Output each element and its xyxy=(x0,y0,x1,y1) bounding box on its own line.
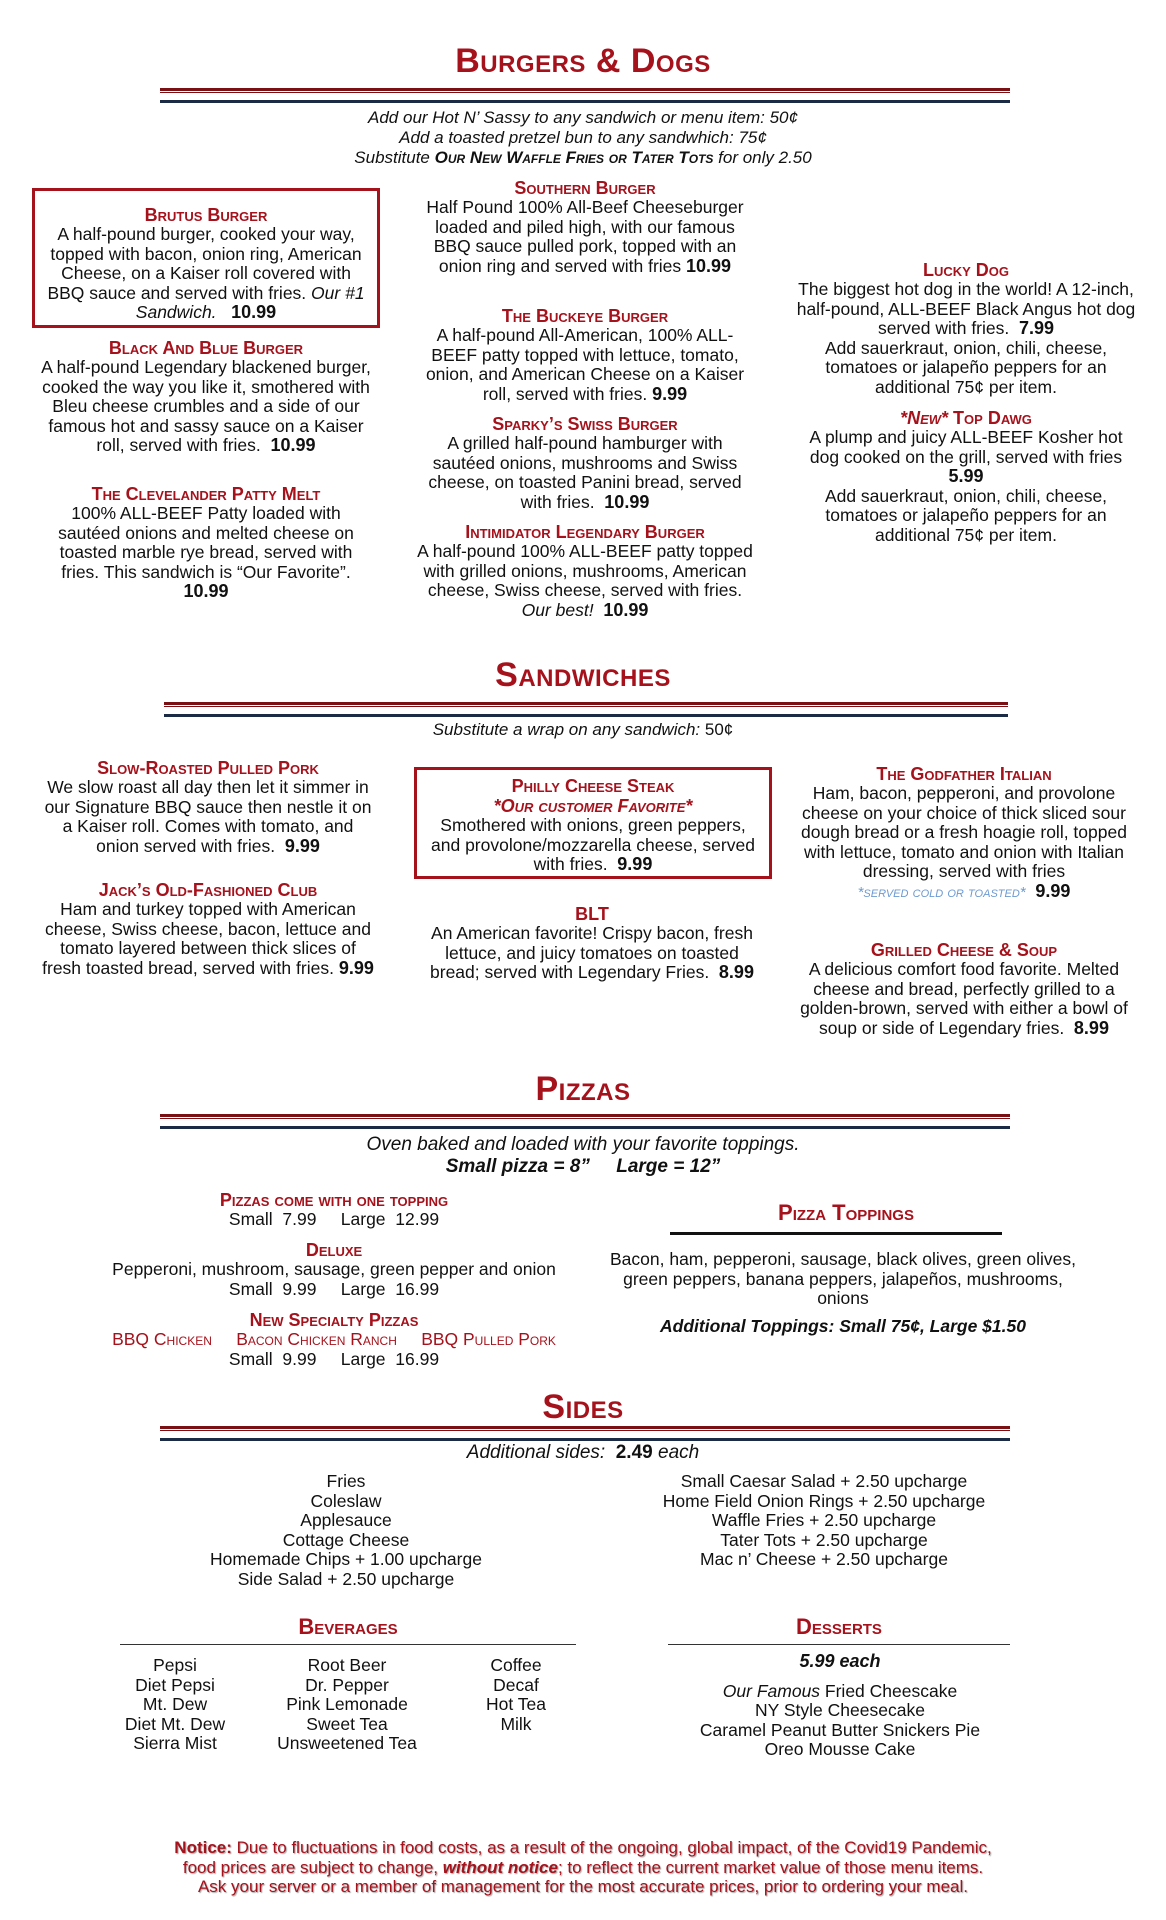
desserts-heading xyxy=(668,1614,1010,1640)
philly-cheese-steak[interactable] xyxy=(414,767,772,879)
philly-name: Philly Cheese Steak xyxy=(511,776,675,796)
southern-burger-desc: Half Pound 100% All-Beef Cheeseburger loaded and piled high, with our famous BBQ sauce pulled pork, topped with an onion ring and served with fries xyxy=(426,197,744,276)
side-item: Applesauce xyxy=(300,1510,392,1530)
black-and-blue-burger[interactable] xyxy=(34,338,378,456)
clevelander-price: 10.99 xyxy=(183,581,229,601)
beverage-item: Mt. Dew xyxy=(142,1694,208,1714)
side-item: Tater Tots + 2.50 upcharge xyxy=(720,1529,928,1550)
philly-desc: Smothered with onions, green peppers, and provolone/mozzarella cheese, served with fries. xyxy=(431,815,755,874)
dessert-item: Our Famous Fried Cheescake xyxy=(722,1680,958,1701)
black-and-blue-name: Black And Blue Burger xyxy=(108,338,304,358)
jacks-club-desc: Ham and turkey topped with American cheese, Swiss cheese, bacon, lettuce and tomato layered between thick slices of fresh toasted bread, served with fries. xyxy=(42,899,371,978)
pizzas-notes xyxy=(0,1134,1166,1178)
side-item: Homemade Chips + 1.00 upcharge xyxy=(210,1549,482,1569)
sides-price: 2.49 xyxy=(615,1442,653,1463)
godfather-tag: *served cold or toasted* xyxy=(857,883,1026,901)
sparkys-swiss-name: Sparky’s Swiss Burger xyxy=(492,414,678,434)
price-notice xyxy=(0,1838,1166,1897)
beverages-col-3 xyxy=(466,1656,566,1734)
pizza-deluxe[interactable] xyxy=(60,1240,608,1299)
brutus-burger[interactable] xyxy=(32,188,380,328)
side-item: Home Field Onion Rings + 2.50 upcharge xyxy=(662,1490,986,1511)
lucky-dog-extra: Add sauerkraut, onion, chili, cheese, tomatoes or jalapeño peppers for an additional 75¢ per item. xyxy=(824,337,1108,397)
brutus-burger-tag: Our #1 Sandwich. xyxy=(135,282,365,322)
specialty-option-bbq-chicken[interactable]: BBQ Chicken xyxy=(112,1329,212,1349)
grilled-cheese-soup[interactable] xyxy=(796,940,1132,1038)
black-and-blue-price: 10.99 xyxy=(270,435,316,455)
burgers-notes xyxy=(0,108,1166,168)
jacks-club[interactable] xyxy=(40,880,376,978)
beverages-title: Beverages xyxy=(298,1614,398,1639)
brutus-burger-name: Brutus Burger xyxy=(144,205,268,225)
top-dawg[interactable] xyxy=(796,408,1136,545)
jacks-club-name: Jack’s Old-Fashioned Club xyxy=(98,880,318,900)
intimidator-desc: A half-pound 100% ALL-BEEF patty topped with grilled onions, mushrooms, American cheese, Swiss cheese, served with fries. xyxy=(417,541,753,600)
southern-burger-name: Southern Burger xyxy=(514,178,656,198)
philly-favorite: *Our customer Favorite* xyxy=(493,796,693,816)
beverage-item: Sierra Mist xyxy=(133,1733,217,1753)
godfather-desc: Ham, bacon, pepperoni, and provolone cheese on your choice of thick sliced sour dough bread or a fresh hoagie roll, topped with lettuce, tomato and onion with Italian dressing, served with fries xyxy=(801,783,1127,881)
dessert-item: Caramel Peanut Butter Snickers Pie xyxy=(699,1719,981,1740)
sparkys-swiss-desc: A grilled half-pound hamburger with sautéed onions, mushrooms and Swiss cheese, on toasted Panini bread, served with fries. xyxy=(428,433,742,512)
godfather-name: The Godfather Italian xyxy=(876,764,1052,784)
blt[interactable] xyxy=(424,904,760,983)
godfather-italian[interactable] xyxy=(796,764,1132,902)
pizza-toppings-text: Bacon, ham, pepperoni, sausage, black olives, green olives, green peppers, banana peppers, jalapeños, mushrooms, onions xyxy=(610,1249,1076,1308)
beverage-item: Diet Mt. Dew xyxy=(124,1713,226,1734)
sparkys-swiss-price: 10.99 xyxy=(604,491,650,512)
beverage-item: Unsweetened Tea xyxy=(277,1733,417,1753)
deluxe-prices: Small 9.99 Large 16.99 xyxy=(228,1278,440,1299)
one-topping-name: Pizzas come with one topping xyxy=(219,1190,449,1210)
pulled-pork-price: 9.99 xyxy=(284,835,320,856)
specialty-prices: Small 9.99 Large 16.99 xyxy=(228,1348,440,1369)
brutus-burger-price: 10.99 xyxy=(231,302,277,322)
specialty-options xyxy=(60,1330,608,1350)
burgers-note-1: Add our Hot N’ Sassy to any sandwich or menu item: 50¢ xyxy=(368,108,798,127)
beverages-rule xyxy=(120,1644,576,1645)
pizzas-rule xyxy=(160,1114,1010,1129)
blt-desc: An American favorite! Crispy bacon, fresh lettuce, and juicy tomatoes on toasted bread; served with Legendary Fries. xyxy=(430,923,753,982)
blt-price: 8.99 xyxy=(718,962,754,982)
pizza-toppings-list xyxy=(610,1250,1076,1336)
pizza-toppings-heading xyxy=(614,1200,1078,1226)
godfather-price: 9.99 xyxy=(1035,880,1071,901)
side-item: Small Caesar Salad + 2.50 upcharge xyxy=(680,1471,968,1491)
top-dawg-extra: Add sauerkraut, onion, chili, cheese, tomatoes or jalapeño peppers for an additional 75¢ per item. xyxy=(824,485,1108,545)
pulled-pork[interactable] xyxy=(40,758,376,856)
grilled-cheese-price: 8.99 xyxy=(1073,1017,1109,1038)
intimidator-tag: Our best! xyxy=(521,599,594,620)
one-topping-prices: Small 7.99 Large 12.99 xyxy=(228,1209,440,1229)
sparkys-swiss-burger[interactable] xyxy=(418,414,752,512)
buckeye-burger[interactable] xyxy=(418,306,752,404)
grilled-cheese-desc: A delicious comfort food favorite. Melted cheese and bread, perfectly grilled to a golden-brown, served with either a bowl of soup or side of Legendary fries. xyxy=(800,959,1128,1038)
lucky-dog-price: 7.99 xyxy=(1018,318,1055,338)
sides-title: Sides xyxy=(542,1388,624,1426)
beverages-col-2 xyxy=(262,1656,432,1754)
top-dawg-name: *New* Top Dawg xyxy=(900,408,1032,428)
brutus-burger-desc: A half-pound burger, cooked your way, topped with bacon, onion ring, American Cheese, on a Kaiser roll covered with BBQ sauce and served with fries. xyxy=(47,224,362,303)
additional-toppings: Additional Toppings: Small 75¢, Large $1.50 xyxy=(660,1315,1026,1336)
beverage-item: Pink Lemonade xyxy=(286,1694,408,1714)
desserts-price: 5.99 each xyxy=(799,1651,881,1671)
sides-right-list xyxy=(624,1472,1024,1570)
beverage-item: Sweet Tea xyxy=(306,1713,388,1734)
burgers-note-3: Substitute Our New Waffle Fries or Tater Tots for only 2.50 xyxy=(354,148,812,167)
grilled-cheese-name: Grilled Cheese & Soup xyxy=(870,940,1058,960)
intimidator-name: Intimidator Legendary Burger xyxy=(465,522,705,542)
pizzas-note-1: Oven baked and loaded with your favorite toppings. xyxy=(366,1134,800,1155)
southern-burger-price: 10.99 xyxy=(686,255,732,276)
desserts-title: Desserts xyxy=(796,1614,882,1639)
top-dawg-desc: A plump and juicy ALL-BEEF Kosher hot dog cooked on the grill, served with fries xyxy=(809,427,1123,467)
side-item: Side Salad + 2.50 upcharge xyxy=(237,1568,455,1589)
beverages-heading xyxy=(120,1614,576,1640)
waffle-fries-note: Our New Waffle Fries or Tater Tots xyxy=(434,148,714,167)
pizza-one-topping[interactable] xyxy=(60,1190,608,1230)
beverage-item: Diet Pepsi xyxy=(135,1674,215,1695)
side-item: Mac n’ Cheese + 2.50 upcharge xyxy=(700,1549,948,1569)
southern-burger[interactable] xyxy=(418,178,752,276)
deluxe-name: Deluxe xyxy=(305,1240,363,1260)
top-dawg-price: 5.99 xyxy=(948,466,984,486)
desserts-rule xyxy=(668,1644,1010,1645)
pizza-toppings-title: Pizza Toppings xyxy=(778,1200,914,1225)
clevelander-name: The Clevelander Patty Melt xyxy=(91,484,321,504)
specialty-name: New Specialty Pizzas xyxy=(249,1310,419,1330)
sides-rule xyxy=(160,1426,1010,1441)
notice-line-3: Ask your server or a member of management for the most accurate prices, prior to ordering your meal. xyxy=(197,1877,969,1896)
blt-name: BLT xyxy=(575,904,609,924)
black-and-blue-desc: A half-pound Legendary blackened burger, cooked the way you like it, smothered with Bleu cheese crumbles and a side of our famous hot and sassy sauce on a Kaiser roll, served with fries. xyxy=(41,357,371,455)
beverage-item: Hot Tea xyxy=(486,1694,546,1714)
deluxe-desc: Pepperoni, mushroom, sausage, green pepper and onion xyxy=(112,1259,556,1279)
pizzas-note-2: Small pizza = 8” Large = 12” xyxy=(445,1156,721,1177)
beverage-item: Pepsi xyxy=(153,1655,197,1675)
sandwiches-rule xyxy=(164,702,1008,717)
sides-note: Additional sides: 2.49 each xyxy=(466,1442,700,1463)
burgers-note-2: Add a toasted pretzel bun to any sandwhich: 75¢ xyxy=(399,128,767,147)
desserts-list xyxy=(640,1652,1040,1760)
dessert-item: Oreo Mousse Cake xyxy=(764,1739,916,1759)
specialty-option-bacon-chicken-ranch[interactable]: Bacon Chicken Ranch xyxy=(236,1329,397,1349)
side-item: Coleslaw xyxy=(310,1490,382,1511)
notice-line-1: Notice: Due to fluctuations in food costs, as a result of the ongoing, global impact, of the Covid19 Pandemic, xyxy=(174,1838,992,1857)
pizza-toppings-rule xyxy=(670,1232,1002,1235)
jacks-club-price: 9.99 xyxy=(338,957,374,978)
sandwiches-title: Sandwiches xyxy=(495,656,671,694)
beverages-col-1 xyxy=(110,1656,240,1754)
lucky-dog-name: Lucky Dog xyxy=(922,260,1010,280)
pulled-pork-name: Slow-Roasted Pulled Pork xyxy=(97,758,319,778)
lucky-dog[interactable] xyxy=(796,260,1136,397)
lucky-dog-desc: The biggest hot dog in the world! A 12-inch, half-pound, ALL-BEEF Black Angus hot dog served with fries. xyxy=(796,279,1136,338)
buckeye-burger-name: The Buckeye Burger xyxy=(501,306,669,326)
burgers-title: Burgers & Dogs xyxy=(455,42,711,80)
specialty-option-bbq-pulled-pork[interactable]: BBQ Pulled Pork xyxy=(421,1329,556,1349)
pizza-specialty[interactable] xyxy=(60,1310,608,1369)
beverage-item: Root Beer xyxy=(307,1655,387,1675)
clevelander-desc: 100% ALL-BEEF Patty loaded with sautéed onions and melted cheese on toasted marble rye bread, served with fries. This sandwich is “Our Favorite”. xyxy=(58,503,354,582)
beverage-item: Milk xyxy=(500,1713,532,1734)
sandwiches-note: Substitute a wrap on any sandwich: 50¢ xyxy=(432,720,734,739)
burgers-rule xyxy=(160,88,1010,103)
notice-line-2: food prices are subject to change, without notice; to reflect the current market value of those menu items. xyxy=(182,1857,984,1877)
beverage-item: Coffee xyxy=(490,1655,542,1675)
intimidator-price: 10.99 xyxy=(603,599,649,620)
pulled-pork-desc: We slow roast all day then let it simmer in our Signature BBQ sauce then nestle it on a Kaiser roll. Comes with tomato, and onion served with fries. xyxy=(44,777,372,856)
side-item: Fries xyxy=(326,1471,366,1491)
pizzas-title: Pizzas xyxy=(535,1070,631,1108)
beverage-item: Dr. Pepper xyxy=(305,1674,389,1695)
buckeye-burger-price: 9.99 xyxy=(652,383,688,404)
philly-price: 9.99 xyxy=(617,854,653,874)
beverage-item: Decaf xyxy=(493,1674,539,1695)
dessert-item: NY Style Cheesecake xyxy=(755,1700,925,1720)
sides-left-list xyxy=(146,1472,546,1589)
buckeye-burger-desc: A half-pound All-American, 100% ALL-BEEF patty topped with lettuce, tomato, onion, and American Cheese on a Kaiser roll, served with fries. xyxy=(425,325,745,404)
notice-label: Notice: xyxy=(174,1838,232,1857)
intimidator-burger[interactable] xyxy=(414,522,756,620)
side-item: Cottage Cheese xyxy=(282,1529,410,1550)
clevelander-patty-melt[interactable] xyxy=(40,484,372,602)
side-item: Waffle Fries + 2.50 upcharge xyxy=(711,1510,937,1530)
